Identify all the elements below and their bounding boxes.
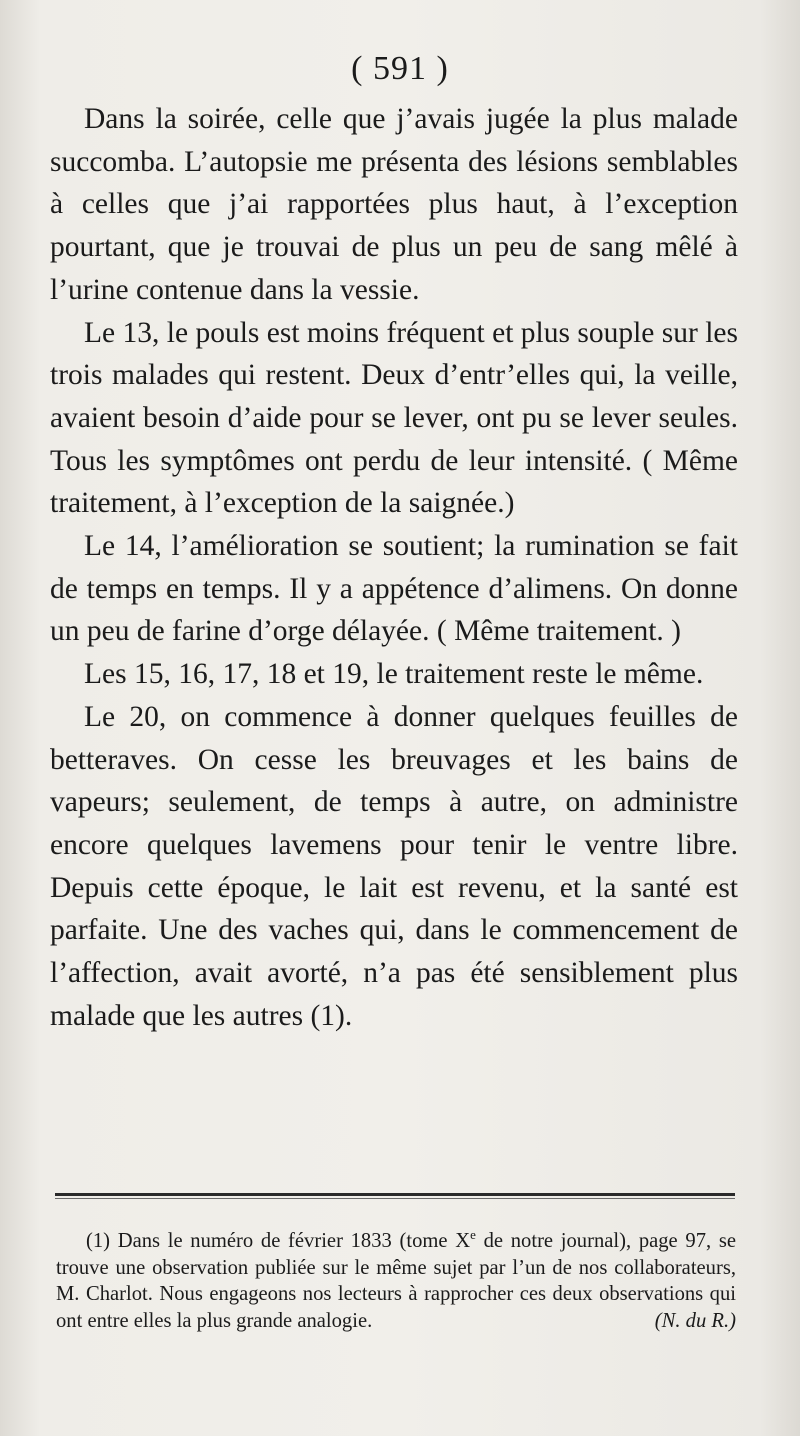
footnote-text-start: (1) Dans le numéro de février 1833 (tome X: [86, 1229, 471, 1252]
footnote-text: [56, 1222, 736, 1335]
footnote-superscript: e: [470, 1227, 476, 1242]
paragraph: Dans la soirée, celle que j’avais jugée la plus malade succomba. L’autopsie me présenta des lésions semblables à celles que j’ai rapportées plus haut, à l’exception pourtant, que je trouvai de plus un peu de sang mêlé à l’urine contenue dans la vessie.: [50, 103, 738, 306]
paragraph: Le 14, l’amélioration se soutient; la rumination se fait de temps en temps. Il y a appétence d’alimens. On donne un peu de farine d’orge délayée. ( Même traitement. ): [50, 530, 738, 648]
footnote: [56, 1222, 736, 1335]
footnote-text-end: de notre journal), page 97, se trouve une observation publiée sur le même sujet par l’un de nos collaborateurs, M. Charlot. Nous engageons nos lecteurs à rapprocher ces deux observations qui ont entre elles la plus grande analogie.: [56, 1229, 736, 1333]
paragraph: Le 13, le pouls est moins fréquent et plus souple sur les trois malades qui restent. Deux d’entr’elles qui, la veille, avaient besoin d’aide pour se lever, ont pu se lever seules. Tous les symptômes ont perdu de leur intensité. ( Même traitement, à l’exception de la saignée.): [50, 316, 738, 520]
page-number: ( 591 ): [351, 50, 449, 87]
footnote-divider: [55, 1193, 735, 1196]
main-text: [50, 98, 738, 1037]
footnote-divider-thin: [55, 1198, 735, 1199]
paragraph: Les 15, 16, 17, 18 et 19, le traitement reste le même.: [84, 658, 704, 691]
paragraph: Le 20, on commence à donner quelques feuilles de betteraves. On cesse les breuvages et les bains de vapeurs; seulement, de temps à autre, on administre encore quelques lavemens pour tenir le ventre libre. Depuis cette époque, le lait est revenu, et la santé est parfaite. Une des vaches qui, dans le commencement de l’affection, avait avorté, n’a pas été sensiblement plus malade que les autres (1).: [50, 700, 738, 1032]
footnote-signature: (N. du R.): [654, 1310, 736, 1333]
